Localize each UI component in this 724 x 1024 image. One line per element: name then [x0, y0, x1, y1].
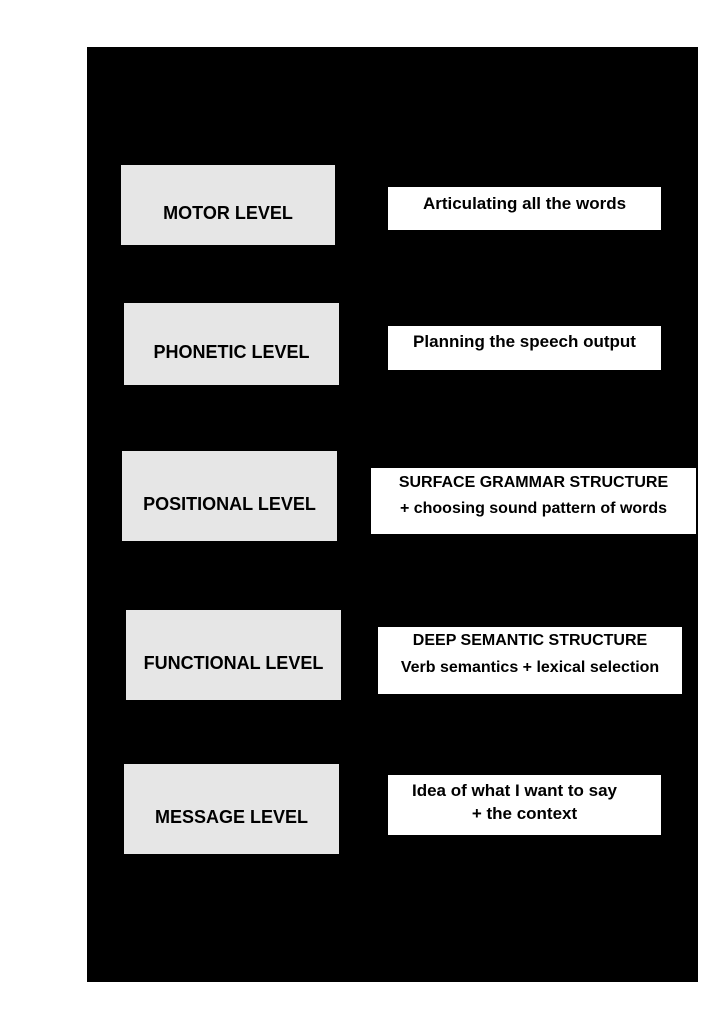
level-label-message: MESSAGE LEVEL [154, 806, 309, 827]
description-line: + choosing sound pattern of words [399, 500, 668, 517]
description-line: + the context [471, 804, 578, 823]
description-line: Articulating all the words [422, 194, 627, 213]
description-box-message [388, 775, 661, 835]
level-box-functional [126, 610, 341, 700]
description-line: DEEP SEMANTIC STRUCTURE [412, 632, 648, 649]
level-box-message [124, 764, 339, 854]
level-label-phonetic: PHONETIC LEVEL [153, 341, 310, 362]
description-box-phonetic [388, 326, 661, 370]
level-label-functional: FUNCTIONAL LEVEL [143, 652, 324, 673]
level-box-motor [121, 165, 335, 245]
description-line: SURFACE GRAMMAR STRUCTURE [398, 474, 669, 491]
description-line: Idea of what I want to say [412, 781, 617, 800]
description-line: Planning the speech output [413, 332, 636, 351]
level-label-positional: POSITIONAL LEVEL [143, 493, 316, 514]
level-label-motor: MOTOR LEVEL [163, 202, 293, 223]
level-box-phonetic [124, 303, 339, 385]
description-box-functional [378, 627, 682, 694]
description-box-positional [371, 468, 696, 534]
description-line: Verb semantics + lexical selection [400, 659, 660, 676]
description-box-motor [388, 187, 661, 230]
level-box-positional [122, 451, 337, 541]
